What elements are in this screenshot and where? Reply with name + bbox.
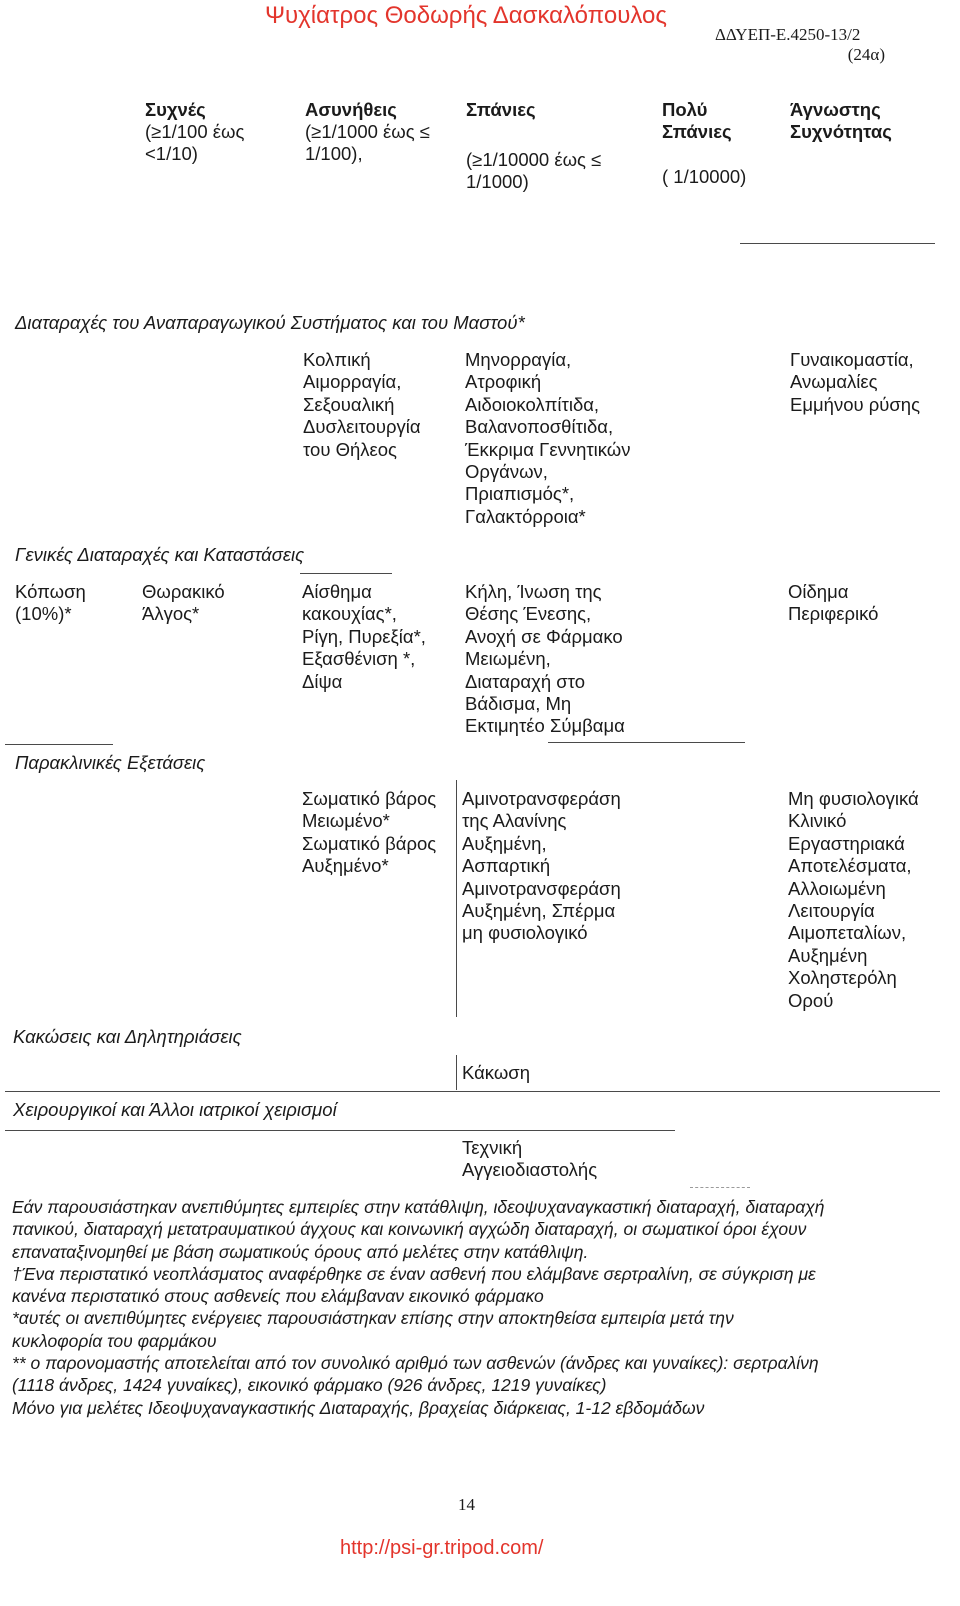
cell-surgical-rare: Τεχνική Αγγειοδιαστολής bbox=[462, 1137, 598, 1181]
investigations-vertical-rule bbox=[456, 780, 457, 1017]
injury-divider bbox=[5, 1091, 940, 1092]
injury-vertical-rule bbox=[456, 1055, 457, 1090]
column-header-uncommon: Ασυνήθεις bbox=[305, 99, 397, 120]
general-divider-left bbox=[5, 744, 113, 745]
cell-general-unknown: Οίδημα Περιφερικό bbox=[788, 581, 879, 625]
footnote-neoplasm: †Ένα περιστατικό νεοπλάσματος αναφέρθηκε σε έναν ασθενή που ελάμβανε σερτραλίνη, σε σύγκριση με κανένα περιστατικό στους ασθενείς που ελάμβαναν εικονικό φάρμακο bbox=[12, 1263, 816, 1307]
footer-url-link[interactable]: http://psi-gr.tripod.com/ bbox=[340, 1537, 544, 1559]
footnote-postmarketing: *αυτές οι ανεπιθύμητες ενέργειες παρουσιάστηκαν επίσης στην αποκτηθείσα εμπειρία μετά την κυκλοφορία του φαρμάκου bbox=[12, 1308, 734, 1351]
document-subcode: (24α) bbox=[847, 45, 885, 64]
cell-general-rare: Κήλη, Ίνωση της Θέσης Ένεσης, Ανοχή σε Φάρμακο Μειωμένη, Διαταραχή στο Βάδισμα, Μη Εκτιμητέο Σύμβαμα bbox=[465, 581, 625, 737]
column-range-uncommon: (≥1/1000 έως ≤ 1/100), bbox=[305, 121, 430, 165]
column-range-rare: (≥1/10000 έως ≤ 1/1000) bbox=[466, 149, 602, 193]
header-divider bbox=[740, 243, 935, 244]
cell-general-uncommon: Αίσθημα κακουχίας*, Ρίγη, Πυρεξία*, Εξασθένιση *, Δίψα bbox=[302, 581, 426, 692]
section-title-reproductive: Διαταραχές του Αναπαραγωγικού Συστήματος και του Μαστού* bbox=[15, 312, 525, 333]
column-range-common: (≥1/100 έως <1/10) bbox=[145, 121, 245, 165]
general-short-divider bbox=[300, 573, 392, 574]
footnote-ocd-studies: Μόνο για μελέτες Ιδεοψυχαναγκαστικής Διαταραχής, βραχείας διάρκειας, 1-12 εβδομάδων bbox=[12, 1397, 705, 1418]
surgical-divider bbox=[5, 1130, 675, 1131]
page-number: 14 bbox=[458, 1495, 475, 1514]
general-divider-right bbox=[548, 742, 745, 743]
section-title-surgical: Χειρουργικοί και Άλλοι ιατρικοί χειρισμοί bbox=[13, 1099, 337, 1120]
section-title-investigations: Παρακλινικές Εξετάσεις bbox=[15, 752, 206, 773]
column-header-rare: Σπάνιες bbox=[466, 99, 536, 120]
table-end-faint-rule bbox=[690, 1187, 750, 1188]
cell-investigations-uncommon: Σωματικό βάρος Μειωμένο* Σωματικό βάρος Αυξημένο* bbox=[302, 788, 437, 877]
cell-reproductive-unknown: Γυναικομαστία, Ανωμαλίες Εμμήνου ρύσης bbox=[790, 349, 921, 415]
column-header-common: Συχνές bbox=[145, 99, 206, 120]
footnote-reclassification: Εάν παρουσιάστηκαν ανεπιθύμητες εμπειρίες στην κατάθλιψη, ιδεοψυχαναγκαστική διαταραχή, διαταραχή πανικού, διαταραχή μετατραυματικού άγχους και κοινωνική αγχώδη διαταραχή, οι σωματικοί όροι έχουν επαναταξινομηθεί με βάση σωματικούς όρους από μελέτες στην κατάθλιψη. bbox=[12, 1197, 825, 1262]
cell-reproductive-rare: Μηνορραγία, Ατροφική Αιδοιοκολπίτιδα, Βαλανοποσθίτιδα, Έκκριμα Γεννητικών Οργάνων, Πριαπισμός*, Γαλακτόρροια* bbox=[465, 349, 631, 527]
column-range-very-rare: ( 1/10000) bbox=[662, 166, 747, 187]
cell-investigations-unknown: Μη φυσιολογικά Κλινικό Εργαστηριακά Αποτελέσματα, Αλλοιωμένη Λειτουργία Αιμοπεταλίων, Αυξημένη Χοληστερόλη Ορού bbox=[788, 788, 919, 1011]
section-title-general: Γενικές Διαταραχές και Καταστάσεις bbox=[15, 544, 305, 565]
cell-reproductive-uncommon: Κολπική Αιμορραγία, Σεξουαλική Δυσλειτουργία του Θήλεος bbox=[303, 349, 421, 460]
cell-general-common: Θωρακικό Άλγος* bbox=[142, 581, 225, 625]
column-header-very-rare: Πολύ Σπάνιες bbox=[662, 99, 732, 143]
cell-general-very-common: Κόπωση (10%)* bbox=[15, 581, 86, 625]
section-title-injury: Κακώσεις και Δηλητηριάσεις bbox=[13, 1026, 242, 1047]
document-code: ΔΔΥΕΠ-Ε.4250-13/2 bbox=[715, 25, 861, 44]
column-header-unknown: Άγνωστης Συχνότητας bbox=[790, 99, 892, 143]
cell-injury-rare: Κάκωση bbox=[462, 1062, 530, 1083]
header-watermark-title: Ψυχίατρος Θοδωρής Δασκαλόπουλος bbox=[265, 2, 667, 29]
footnotes bbox=[12, 1196, 824, 1419]
footnote-denominator: ** ο παρονομαστής αποτελείται από τον συνολικό αριθμό των ασθενών (άνδρες και γυναίκες): σερτραλίνη (1118 άνδρες, 1424 γυναίκες), εικονικό φάρμακο (926 άνδρες, 1219 γυναίκες) bbox=[12, 1353, 819, 1396]
cell-investigations-rare: Αμινοτρανσφεράση της Αλανίνης Αυξημένη, Ασπαρτική Αμινοτρανσφεράση Αυξημένη, Σπέρμα μη φυσιολογικό bbox=[462, 788, 621, 944]
